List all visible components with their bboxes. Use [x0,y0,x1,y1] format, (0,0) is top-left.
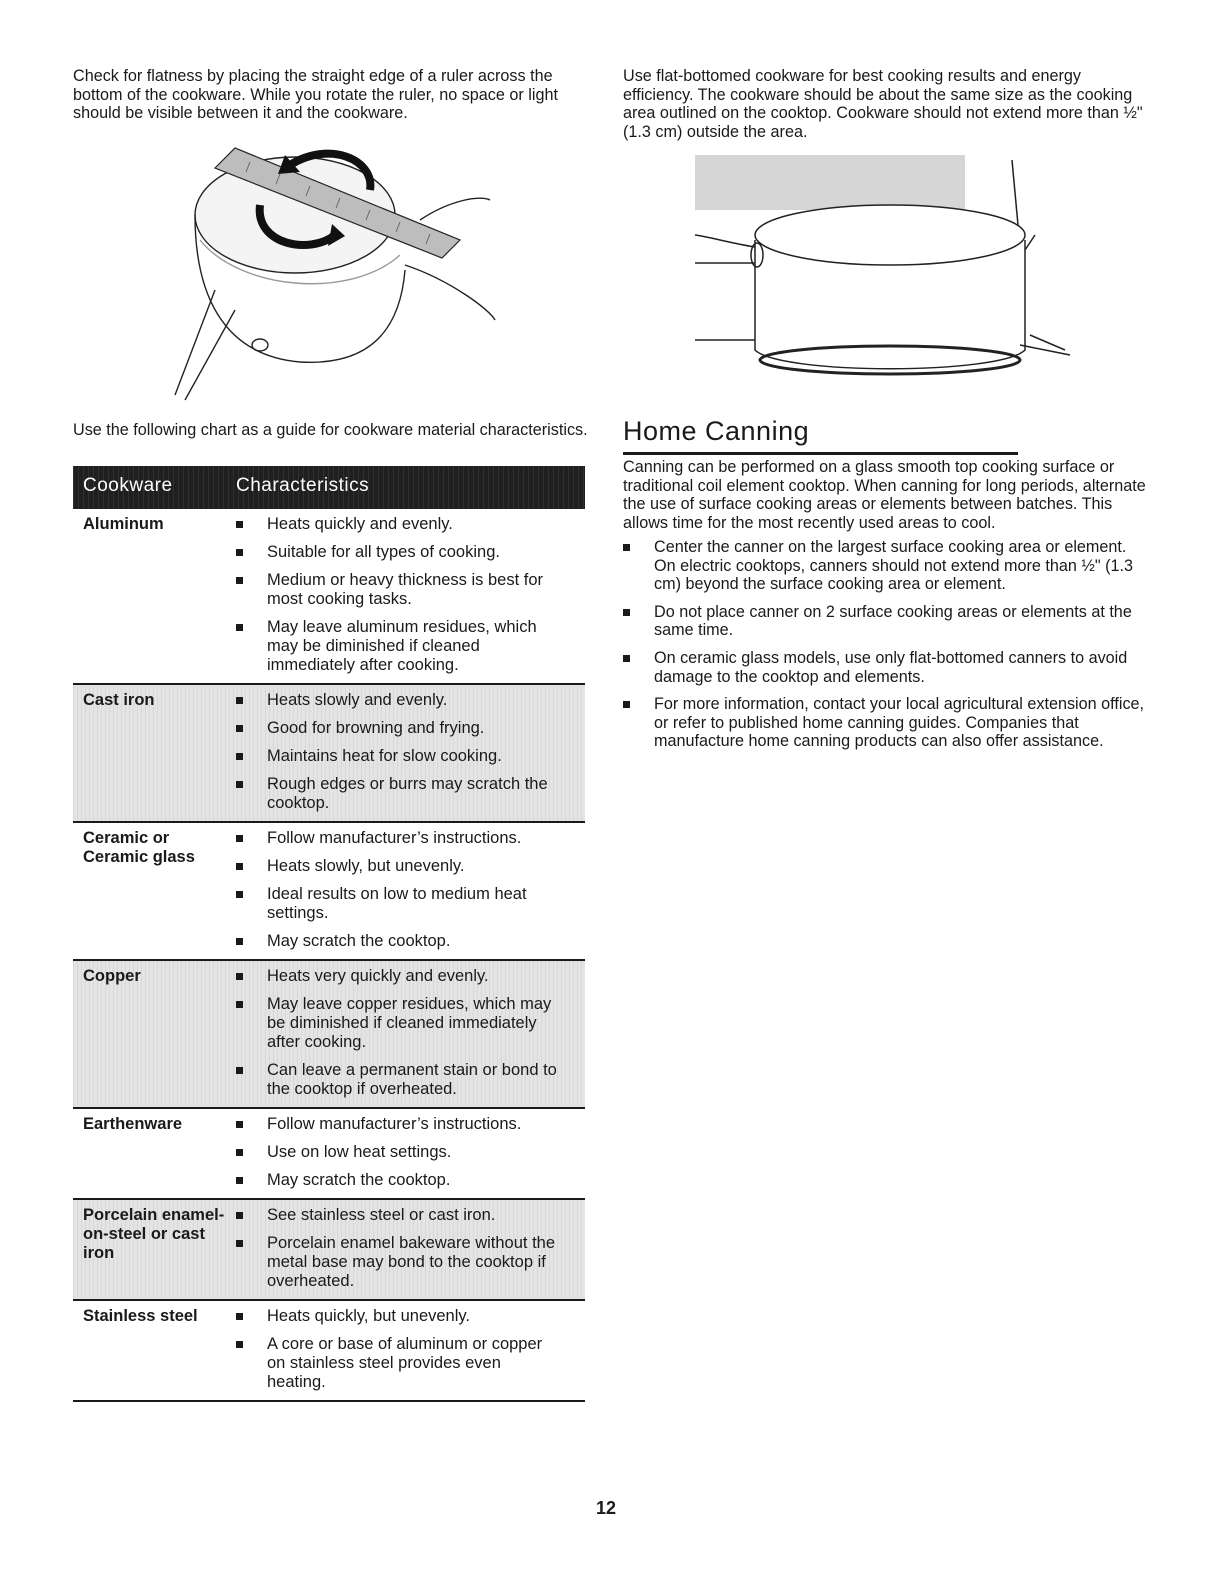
header-characteristics: Characteristics [236,475,370,496]
cookware-size-instructions: Use flat-bottomed cookware for best cooking results and energy efficiency. The cookware should be about the same size as the cooking area outlined on the cooktop. Cookware should not extend more than ½" (1.3 cm) outside the area. [623,67,1143,141]
material-name: Ceramic or Ceramic glass [83,829,195,866]
characteristic: Use on low heat settings. [223,1143,557,1162]
cookware-table [73,466,585,1402]
characteristic: Heats quickly, but unevenly. [223,1307,557,1326]
table-row [73,1301,585,1402]
canning-bullet-list [623,538,1148,760]
list-item: Center the canner on the largest surface cooking area or element. On electric cooktops, canners should not extend more than ½" (1.3 cm) beyond the surface cooking area or element. [623,538,1148,594]
table-row [73,961,585,1109]
material-name: Cast iron [83,691,155,709]
material-name: Aluminum [83,515,164,533]
material-name: Porcelain enamel-on-steel or cast iron [83,1206,225,1262]
characteristic: Porcelain enamel bakeware without the metal base may bond to the cooktop if overheated. [223,1234,557,1291]
characteristic: Maintains heat for slow cooking. [223,747,557,766]
characteristic: May leave copper residues, which may be diminished if cleaned immediately after cooking. [223,995,557,1052]
characteristic: May scratch the cooktop. [223,1171,557,1190]
characteristic: Heats slowly, but unevenly. [223,857,557,876]
material-name: Earthenware [83,1115,183,1133]
characteristic: May scratch the cooktop. [223,932,557,951]
characteristic: Follow manufacturer’s instructions. [223,1115,557,1134]
pot-on-cooktop-illustration [690,155,1080,385]
characteristic: Ideal results on low to medium heat settings. [223,885,557,923]
canning-intro: Canning can be performed on a glass smooth top cooking surface or traditional coil element cooktop. When canning for long periods, alternate the use of surface cooking areas or elements between batches. This allows time for the most recently used areas to cool. [623,458,1146,532]
table-row [73,823,585,961]
table-row [73,1109,585,1200]
table-row [73,509,585,685]
table-row [73,685,585,823]
list-item: For more information, contact your local agricultural extension office, or refer to published home canning guides. Companies that manufacture home canning products can also offer assistance. [623,695,1148,751]
characteristic: Good for browning and frying. [223,719,557,738]
characteristic: Heats very quickly and evenly. [223,967,557,986]
characteristic: Medium or heavy thickness is best for most cooking tasks. [223,571,557,609]
characteristic: Rough edges or burrs may scratch the cooktop. [223,775,557,813]
characteristic: May leave aluminum residues, which may be diminished if cleaned immediately after cooking. [223,618,557,675]
material-name: Copper [83,967,141,985]
characteristic: A core or base of aluminum or copper on stainless steel provides even heating. [223,1335,557,1392]
characteristic: Heats slowly and evenly. [223,691,557,710]
page-number: 12 [596,1498,617,1518]
flatness-instructions: Check for flatness by placing the straight edge of a ruler across the bottom of the cookware. While you rotate the ruler, no space or light should be visible between it and the cookware. [73,67,558,123]
characteristic: See stainless steel or cast iron. [223,1206,557,1225]
material-name: Stainless steel [83,1307,198,1325]
header-cookware: Cookware [83,475,173,496]
characteristic: Heats quickly and evenly. [223,515,557,534]
characteristic: Follow manufacturer’s instructions. [223,829,557,848]
section-title: Home Canning [623,416,810,446]
ruler-flatness-illustration [160,140,500,405]
title-divider [623,452,1018,455]
table-header [73,466,585,509]
characteristic: Can leave a permanent stain or bond to the cooktop if overheated. [223,1061,557,1099]
chart-intro: Use the following chart as a guide for cookware material characteristics. [73,421,588,439]
list-item: On ceramic glass models, use only flat-bottomed canners to avoid damage to the cooktop and elements. [623,649,1148,686]
table-row [73,1200,585,1301]
characteristic: Suitable for all types of cooking. [223,543,557,562]
list-item: Do not place canner on 2 surface cooking areas or elements at the same time. [623,603,1148,640]
